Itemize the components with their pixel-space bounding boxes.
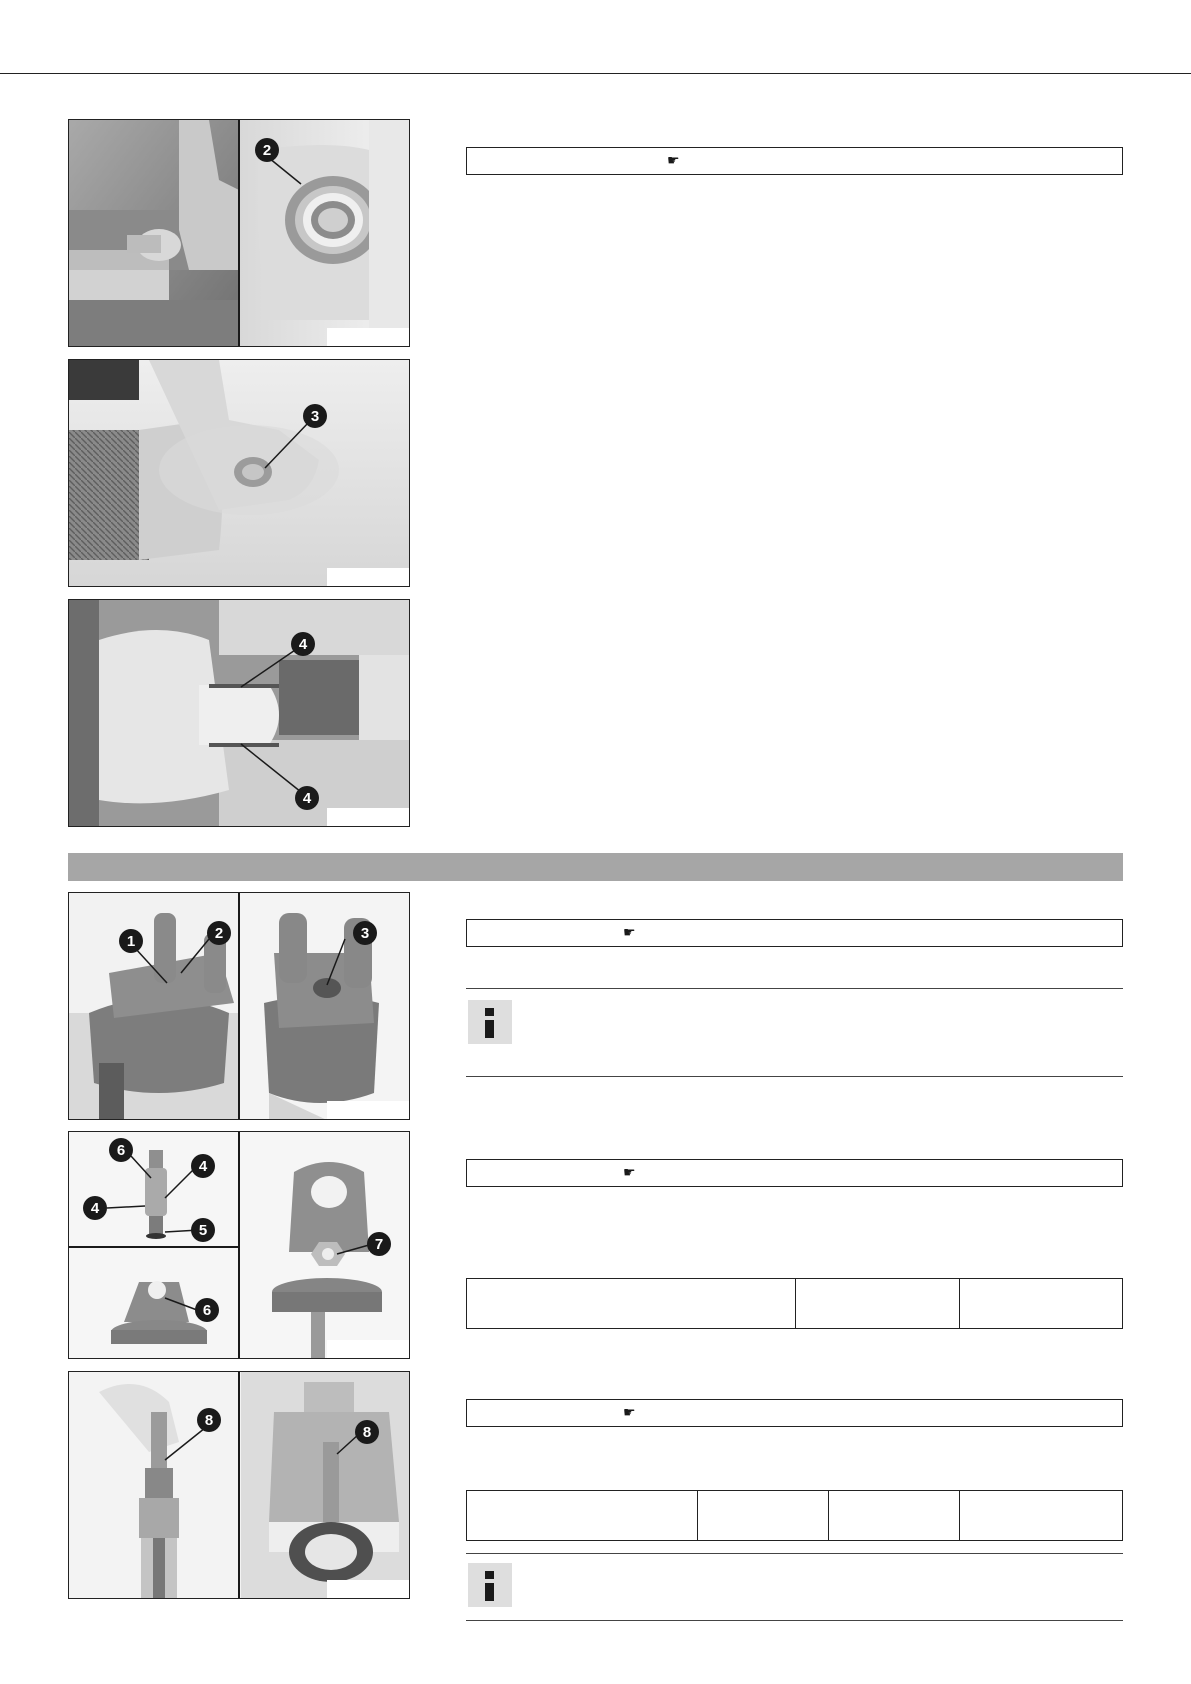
callout-8-left: [197, 1408, 221, 1432]
callout-2: [207, 921, 231, 945]
table-cell-divider: [795, 1279, 796, 1328]
svg-text:1: 1: [126, 933, 136, 950]
note-rule-top: [466, 1553, 1123, 1554]
callout-7: [367, 1232, 391, 1256]
svg-text:7: 7: [374, 1236, 384, 1253]
callout-6-top: [109, 1138, 133, 1162]
svg-text:2: 2: [262, 142, 272, 159]
figure-number-area: [327, 328, 409, 346]
table-cell-divider: [697, 1491, 698, 1540]
photo-bearing-removal: [68, 119, 410, 347]
photo-press-in-vice: [68, 599, 410, 827]
reference-box: [466, 919, 1123, 947]
pointing-hand-icon: ☛: [667, 153, 680, 169]
figure-number-area: [327, 1340, 409, 1358]
photo-divider-horizontal: [69, 1246, 239, 1248]
callout-6-bottom: [195, 1298, 219, 1322]
svg-text:8: 8: [204, 1412, 214, 1429]
svg-text:5: 5: [198, 1222, 208, 1239]
photo-adjuster-insertion: [68, 1371, 410, 1599]
figure-number-area: [327, 808, 409, 826]
svg-text:4: 4: [302, 790, 312, 807]
figure-number-area: [327, 568, 409, 586]
spec-table: [466, 1490, 1123, 1541]
reference-box: [466, 1399, 1123, 1427]
svg-text:6: 6: [116, 1142, 126, 1159]
figure-number-area: [327, 1101, 409, 1119]
svg-text:6: 6: [202, 1302, 212, 1319]
photo-divider: [238, 893, 240, 1119]
callout-4-top: [291, 632, 315, 656]
reference-box: [466, 147, 1123, 175]
photo-divider: [238, 1372, 240, 1598]
callout-5: [191, 1218, 215, 1242]
spec-table: [466, 1278, 1123, 1329]
photo-divider: [238, 1132, 240, 1358]
header-rule: [0, 73, 1191, 74]
svg-text:3: 3: [310, 408, 320, 425]
table-cell-divider: [828, 1491, 829, 1540]
note-rule-bottom: [466, 1620, 1123, 1621]
photo-bearing-bore: [68, 359, 410, 587]
svg-text:4: 4: [298, 636, 308, 653]
callout-4-left: [83, 1196, 107, 1220]
reference-box: [466, 1159, 1123, 1187]
photo-divider: [238, 120, 240, 346]
note-rule-top: [466, 988, 1123, 989]
note-rule-bottom: [466, 1076, 1123, 1077]
callout-4-right: [191, 1154, 215, 1178]
svg-text:8: 8: [362, 1424, 372, 1441]
callout-3: [353, 921, 377, 945]
photo-adjuster-parts: [68, 1131, 410, 1359]
callout-8-right: [355, 1420, 379, 1444]
pointing-hand-icon: ☛: [623, 1165, 636, 1181]
callout-2: [255, 138, 279, 162]
callout-3: [303, 404, 327, 428]
table-cell-divider: [959, 1491, 960, 1540]
callout-1: [119, 929, 143, 953]
info-icon: [468, 1563, 512, 1607]
svg-text:4: 4: [198, 1158, 208, 1175]
svg-text:2: 2: [214, 925, 224, 942]
table-cell-divider: [959, 1279, 960, 1328]
section-heading-bar: [68, 853, 1123, 881]
photo-clevis-pin: [68, 892, 410, 1120]
callout-4-bottom: [295, 786, 319, 810]
pointing-hand-icon: ☛: [623, 1405, 636, 1421]
pointing-hand-icon: ☛: [623, 925, 636, 941]
info-icon: [468, 1000, 512, 1044]
figure-number-area: [327, 1580, 409, 1598]
svg-text:4: 4: [90, 1200, 100, 1217]
svg-text:3: 3: [360, 925, 370, 942]
